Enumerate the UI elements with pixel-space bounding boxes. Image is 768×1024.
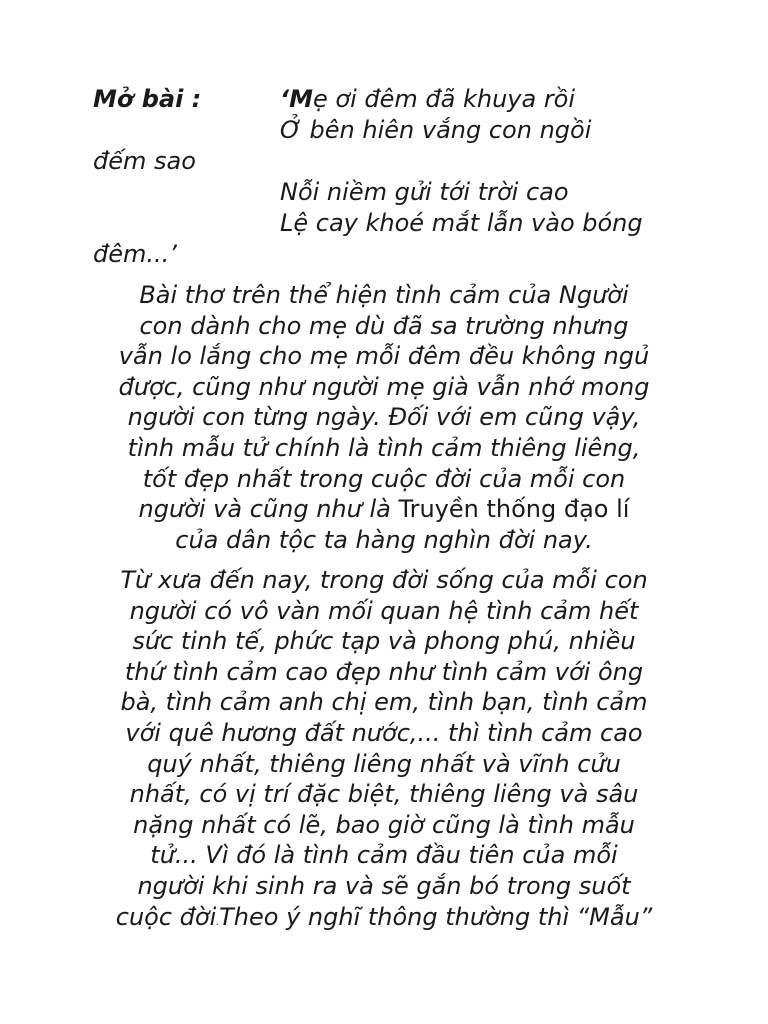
poem-line-2-wrap: đếm sao bbox=[93, 147, 196, 175]
poem-line-4-wrap: đêm...’ bbox=[93, 240, 177, 268]
paragraph-2-line: với quê hương đất nước,... thì tình cảm cao bbox=[125, 718, 643, 747]
paragraph-2-line: tử... Vì đó là tình cảm đầu tiên của mỗi bbox=[150, 841, 618, 870]
paragraph-1-line-8-upright: Truyền thống đạo lí bbox=[398, 495, 630, 524]
paragraph-1-line-8 bbox=[90, 494, 678, 525]
paragraph-2-last-line bbox=[90, 902, 678, 933]
paragraph-1-line: tình mẫu tử chính là tình cảm thiêng liêng, bbox=[127, 433, 641, 462]
paragraph-2-line: bà, tình cảm anh chị em, tình bạn, tình cảm bbox=[120, 688, 648, 717]
poem-line-2: Ở bên hiên vắng con ngồi bbox=[280, 116, 592, 144]
poem-line-1 bbox=[280, 84, 575, 115]
paragraph-2-last-line-start: cuộc đời bbox=[115, 902, 217, 931]
paragraph-1-line: người con từng ngày. Đối với em cũng vậy, bbox=[127, 403, 641, 432]
paragraph-2-line: thứ tình cảm cao đẹp như tình cảm với ông bbox=[124, 657, 644, 686]
paragraph-1-line: vẫn lo lắng cho mẹ mỗi đêm đều không ngủ bbox=[118, 342, 650, 371]
paragraph-1-line-8-start: người và cũng như là bbox=[138, 495, 399, 524]
intro-label: Mở bài : bbox=[93, 85, 202, 113]
paragraph-1-line: được, cũng như người mẹ già vẫn nhớ mong bbox=[118, 372, 650, 401]
paragraph-2-line: người có vô vàn mối quan hệ tình cảm hết bbox=[129, 596, 639, 625]
paragraph-2-line: người khi sinh ra và sẽ gắn bó trong suốt bbox=[137, 871, 631, 900]
poem-quote-open: ‘M bbox=[280, 85, 313, 113]
paragraph-2-last-line-end: Theo ý nghĩ thông thường thì “Mẫu” bbox=[219, 902, 653, 931]
poem-line-1-rest: ẹ ơi đêm đã khuya rồi bbox=[313, 85, 576, 113]
paragraph-2-line: Từ xưa đến nay, trong đời sống của mỗi con bbox=[120, 566, 648, 594]
intro-first-line bbox=[93, 84, 693, 115]
paragraph-2-line: nặng nhất có lẽ, bao giờ cũng là tình mẫu bbox=[133, 810, 635, 839]
paragraph-1-line: của dân tộc ta hàng nghìn đời nay. bbox=[175, 525, 593, 554]
paragraph-2-small-period: . bbox=[216, 917, 220, 928]
poem-line-3: Nỗi niềm gửi tới trời cao bbox=[280, 178, 569, 206]
paragraph-2-line: nhất, có vị trí đặc biệt, thiêng liêng và sâu bbox=[129, 780, 639, 809]
paragraph-2 bbox=[90, 565, 678, 932]
paragraph-1-line: con dành cho mẹ dù đã sa trường nhưng bbox=[139, 311, 629, 340]
paragraph-2-line: quý nhất, thiêng liêng nhất và vĩnh cửu bbox=[147, 749, 621, 778]
intro-poem-block bbox=[93, 84, 693, 270]
paragraph-1-line: Bài thơ trên thể hiện tình cảm của Người bbox=[139, 281, 629, 309]
paragraph-1 bbox=[90, 280, 678, 555]
poem-line-4: Lệ cay khoé mắt lẫn vào bóng bbox=[280, 209, 643, 237]
paragraph-2-line: sức tinh tế, phức tạp và phong phú, nhiều bbox=[132, 627, 636, 656]
paragraph-1-line: tốt đẹp nhất trong cuộc đời của mỗi con bbox=[142, 464, 626, 493]
